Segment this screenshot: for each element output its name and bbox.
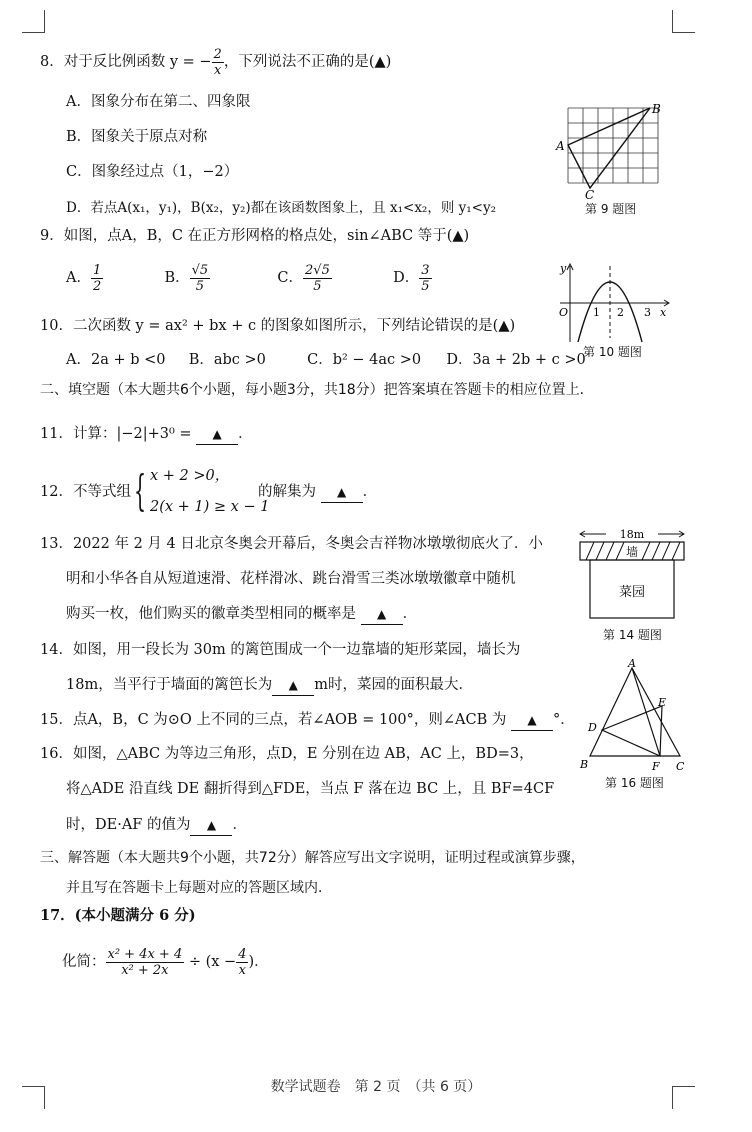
q10-options	[66, 350, 586, 370]
corner-mark-top-right	[672, 10, 695, 33]
q17-expression	[62, 942, 269, 982]
q15-end: °．	[552, 712, 575, 728]
q9-opt-d-label: D．	[393, 270, 420, 286]
q9-opt-b-label: B．	[164, 270, 190, 286]
q16-answer-blank[interactable]: ▲	[190, 815, 232, 836]
q12-line-2: 2(x + 1) ≥ x − 1	[150, 499, 270, 515]
figure-14-garden	[576, 526, 688, 626]
q16-line-1: 16．如图，△ABC 为等边三角形，点D，E 分别在边 AB，AC 上，BD=3，	[40, 746, 534, 762]
q10-option-c: C．b² − 4ac >0	[307, 352, 422, 368]
q8-frac-top: 2	[213, 46, 222, 62]
q9-opt-a-bottom: 2	[92, 278, 102, 294]
q9-opt-d-bottom: 5	[421, 278, 430, 294]
q14-line-2-a: 18m，当平行于墙面的篱笆长为	[66, 677, 273, 693]
q12-suffix	[258, 482, 377, 503]
q8-option-d: D．若点A(x₁，y₁)，B(x₂，y₂)都在该函数图象上，且 x₁<x₂，则 y₁<y₂	[66, 200, 497, 216]
question-15	[40, 710, 575, 731]
fig16-label-e: E	[658, 696, 667, 709]
question-10-stem: 10．二次函数 y = ax² + bx + c 的图象如图所示，下列结论错误的是(▲)	[40, 318, 516, 334]
fig10-label-1: 1	[593, 306, 600, 319]
q10-option-d: D．3a + 2b + c >0	[446, 352, 586, 368]
q8-option-a: A．图象分布在第二、四象限	[66, 94, 251, 110]
q13-line-3	[66, 604, 417, 625]
fig16-label-a: A	[628, 657, 636, 670]
q9-opt-b-bottom: 5	[195, 278, 205, 294]
q8-option-b: B．图象关于原点对称	[66, 129, 208, 145]
fig10-label-2: 2	[617, 306, 624, 319]
fig9-label-c: C	[585, 188, 595, 200]
fig10-label-o: O	[559, 306, 569, 319]
q16-line-3	[66, 815, 247, 836]
q13-line-1: 13．2022 年 2 月 4 日北京冬奥会开幕后，冬奥会吉祥物冰墩墩彻底火了．小	[40, 536, 543, 552]
q12-end: ．	[362, 484, 378, 500]
fig9-label-a: A	[556, 139, 565, 153]
fig16-label-f: F	[652, 760, 660, 773]
fig10-label-y: y	[560, 262, 567, 275]
q15-text: 15．点A，B，C 为⊙O 上不同的三点，若∠AOB = 100°，则∠ACB 为	[40, 712, 507, 728]
q17-denominator: x² + 2x	[121, 962, 169, 978]
fig9-caption: 第 9 题图	[585, 202, 637, 216]
q11-end: ．	[238, 426, 253, 442]
q9-opt-d-frac	[419, 263, 431, 294]
q8-frac-bottom: x	[214, 62, 222, 78]
fig16-caption: 第 16 题图	[605, 776, 664, 790]
fig16-label-b: B	[580, 758, 589, 771]
q12-answer-blank[interactable]: ▲	[321, 482, 363, 503]
q9-opt-b-top: √5	[191, 262, 209, 278]
section-3-heading-line-1: 三、解答题（本大题共9个小题，共72分）解答应写出文字说明，证明过程或演算步骤，	[40, 850, 585, 866]
q8-option-c: C．图象经过点（1，−2）	[66, 164, 239, 180]
fig16-label-c: C	[676, 760, 685, 773]
fig9-label-b: B	[652, 102, 661, 116]
q17-divide-part: ÷ (x −	[188, 954, 237, 970]
q14-answer-blank[interactable]: ▲	[272, 675, 314, 696]
q17-prefix: 化简：	[62, 954, 106, 970]
fig16-label-d: D	[588, 721, 597, 734]
corner-mark-top-left	[22, 10, 45, 33]
q10-option-b: B．abc >0	[188, 352, 266, 368]
q16-line-2: 将△ADE 沿直线 DE 翻折得到△FDE，当点 F 落在边 BC 上，且 BF=4CF	[66, 781, 555, 797]
figure-9-grid	[552, 100, 667, 200]
q17-end: )．	[248, 954, 269, 970]
q16-line-3-a: 时，DE·AF 的值为	[66, 817, 191, 833]
fig10-caption: 第 10 题图	[583, 345, 642, 359]
question-8-stem	[40, 46, 391, 78]
q12-line-1: x + 2 >0，	[150, 468, 230, 484]
q9-opt-a-top: 1	[92, 262, 102, 278]
q14-line-2-b: m时，菜园的面积最大．	[314, 677, 473, 693]
q8-fraction	[212, 47, 224, 78]
question-9-stem: 9．如图，点A，B，C 在正方形网格的格点处，sin∠ABC 等于(▲)	[40, 228, 470, 244]
q17-inner-top: 4	[238, 946, 247, 962]
q8-stem-a: 8．对于反比例函数 y = −	[40, 54, 212, 70]
q8-stem-b: ，下列说法不正确的是(▲)	[223, 54, 392, 70]
q9-opt-c-bottom: 5	[313, 278, 322, 294]
q9-opt-c-top: 2√5	[305, 262, 330, 278]
q13-end: ．	[402, 606, 418, 622]
fig14-wall: 墙	[625, 545, 639, 559]
q13-answer-blank[interactable]: ▲	[361, 604, 403, 625]
q17-numerator: x² + 4x + 4	[107, 946, 183, 962]
section-3-heading-line-2: 并且写在答题卡上每题对应的答题区域内．	[66, 880, 332, 896]
q14-line-1: 14．如图，用一段长为 30m 的篱笆围成一个一边靠墙的矩形菜园，墙长为	[40, 642, 521, 658]
fig10-label-3: 3	[644, 306, 651, 319]
figure-10-parabola	[556, 258, 676, 344]
fig14-garden: 菜园	[618, 585, 646, 600]
figure-16-triangle	[576, 656, 694, 774]
q14-line-2	[66, 675, 473, 696]
q15-answer-blank[interactable]: ▲	[511, 710, 553, 731]
q9-opt-d-top: 3	[421, 262, 430, 278]
fig10-label-x: x	[660, 306, 667, 319]
q11-answer-blank[interactable]: ▲	[196, 424, 238, 445]
q13-line-2: 明和小华各自从短道速滑、花样滑冰、跳台滑雪三类冰墩墩徽章中随机	[66, 571, 516, 587]
question-11	[40, 424, 253, 445]
q9-options	[66, 260, 432, 296]
question-12-prefix: 12．不等式组	[40, 484, 131, 500]
q9-opt-a-frac	[91, 263, 103, 294]
q17-title: 17．(本小题满分 6 分)	[40, 907, 196, 924]
q11-text: 11．计算：|−2|+3⁰ =	[40, 426, 192, 442]
fig14-length: 18m	[619, 528, 645, 541]
q9-opt-c-frac	[303, 263, 332, 294]
q16-end: ．	[232, 817, 247, 833]
q17-inner-bottom: x	[238, 962, 247, 978]
q12-brace: {	[134, 466, 147, 515]
q13-line-3-text: 购买一枚，他们购买的徽章类型相同的概率是	[66, 606, 356, 622]
q9-opt-c-label: C．	[277, 270, 304, 286]
q17-main-fraction	[106, 947, 185, 978]
q9-opt-b-frac	[190, 263, 211, 294]
q17-inner-fraction	[236, 947, 248, 978]
q12-suffix-text: 的解集为	[258, 484, 316, 500]
q9-opt-a-label: A．	[66, 270, 91, 286]
section-2-heading: 二、填空题（本大题共6个小题，每小题3分，共18分）把答案填在答题卡的相应位置上．	[40, 382, 594, 398]
q10-option-a: A．2a + b <0	[66, 352, 166, 368]
page-footer: 数学试题卷 第 2 页 （共 6 页）	[270, 1079, 482, 1095]
fig14-caption: 第 14 题图	[603, 628, 662, 642]
